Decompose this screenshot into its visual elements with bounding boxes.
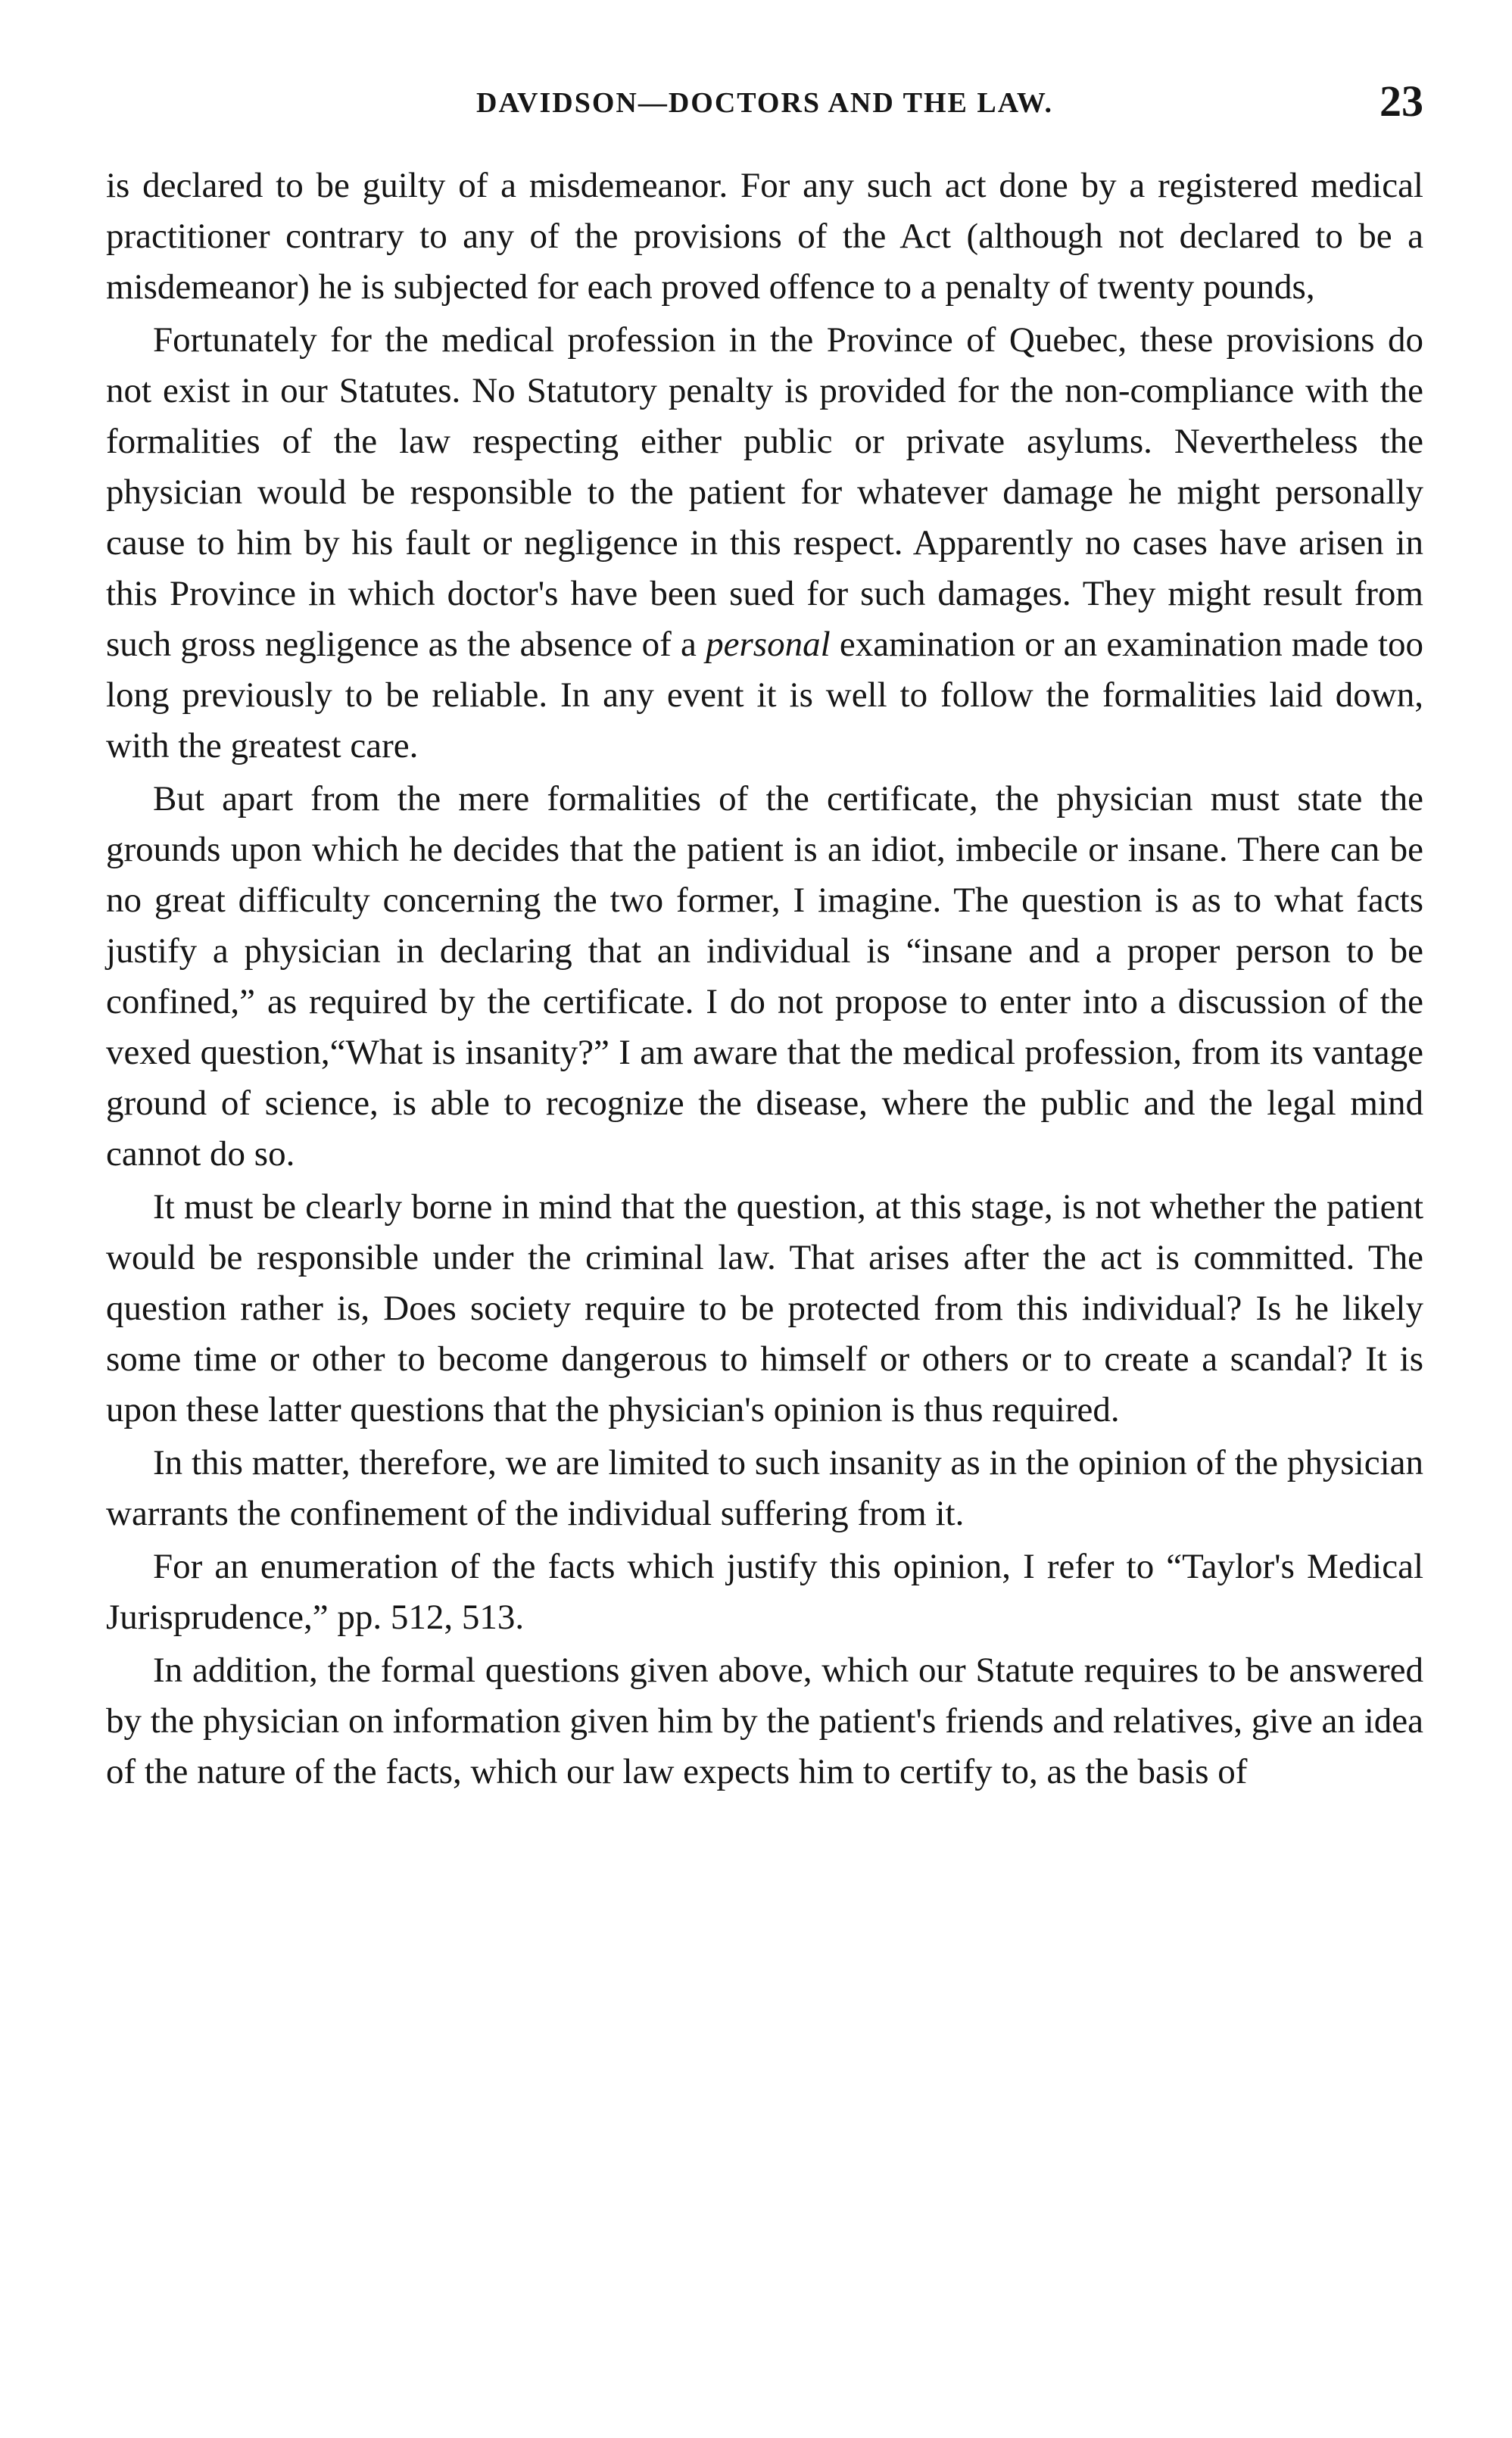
paragraph-certificate-grounds: [106, 774, 1423, 1180]
paragraph-text: It must be clearly borne in mind that the question, at this stage, is not whether the patient would be responsible under the criminal law. That arises after the act is committed. The question rather is, Does society require to be protected from this individual? Is he likely some time or other to become dangerous to himself or others or to create a scandal? It is upon these latter questions that the physician's opinion is thus required.: [106, 1187, 1423, 1429]
paragraph-quebec-provisions: [106, 315, 1423, 772]
paragraph-limited-insanity: [106, 1438, 1423, 1539]
paragraph-text: In addition, the formal questions given above, which our Statute requires to be answered by the physician on information given him by the patient's friends and relatives, give an idea of the nature of the facts, which our law expects him to certify to, as the basis of: [106, 1651, 1423, 1791]
body-text: [106, 161, 1423, 1797]
book-page: [106, 0, 1423, 2438]
page-number: 23: [1380, 76, 1423, 126]
paragraph-enumeration: [106, 1542, 1423, 1643]
paragraph-continued: [106, 161, 1423, 313]
italic-term: personal: [706, 625, 831, 664]
paragraph-formal-questions: [106, 1645, 1423, 1797]
paragraph-text: examination or an examination made too long previously to be reliable. In any event it is well to follow the formalities laid down, with the greatest care.: [106, 625, 1423, 765]
paragraph-text: But apart from the mere formalities of the certificate, the physician must state the grounds upon which he decides that the patient is an idiot, imbecile or insane. There can be no great difficulty concerning the two former, I imagine. The question is as to what facts justify a physician in declaring that an individual is “insane and a proper person to be confined,” as required by the certificate. I do not propose to enter into a discussion of the vexed question,“What is insanity?” I am aware that the medical profession, from its vantage ground of science, is able to recognize the disease, where the public and the legal mind cannot do so.: [106, 779, 1423, 1174]
paragraph-text: In this matter, therefore, we are limited to such insanity as in the opinion of the physician warrants the confinement of the individual suffering from it.: [106, 1443, 1423, 1533]
running-head: [106, 76, 1423, 136]
paragraph-text: Fortunately for the medical profession in the Province of Quebec, these provisions do not exist in our Statutes. No Statutory penalty is provided for the non-compliance with the formalities of the law respecting either public or private asylums. Nevertheless the physician would be responsible to the patient for whatever damage he might personally cause to him by his fault or negligence in this respect. Apparently no cases have arisen in this Province in which doctor's have been sued for such damages. They might result from such gross negligence as the absence of a: [106, 320, 1423, 664]
paragraph-question-stage: [106, 1182, 1423, 1436]
paragraph-text: is declared to be guilty of a misdemeanor. For any such act done by a registered medical practitioner contrary to any of the provisions of the Act (although not declared to be a misdemeanor) he is subjected for each proved offence to a penalty of twenty pounds,: [106, 166, 1423, 307]
running-title: DAVIDSON—DOCTORS AND THE LAW.: [476, 87, 1053, 119]
paragraph-text: For an enumeration of the facts which justify this opinion, I refer to “Taylor's Medical Jurisprudence,” pp. 512, 513.: [106, 1547, 1423, 1637]
